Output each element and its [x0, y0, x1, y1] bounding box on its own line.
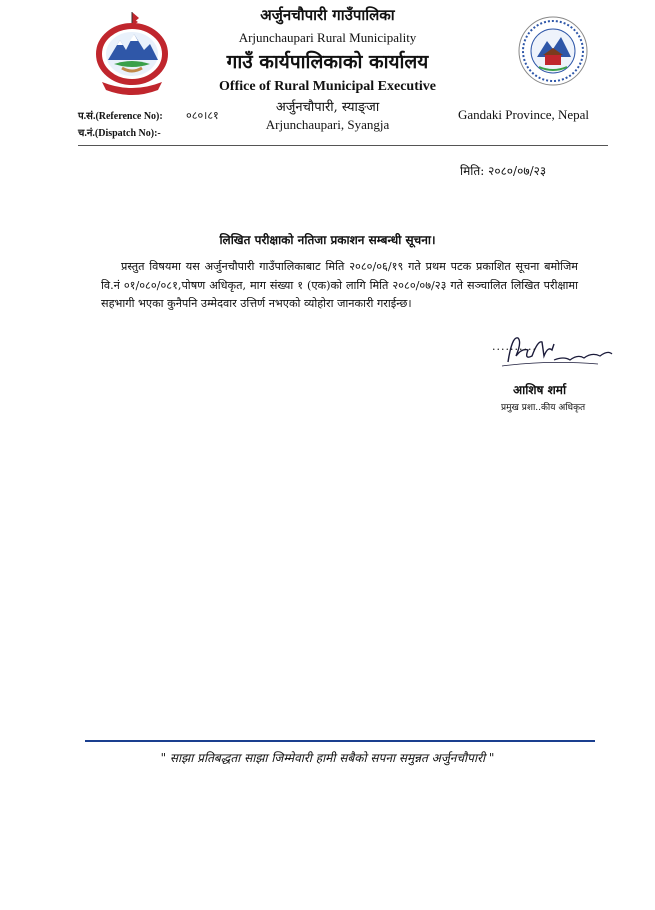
office-name-nepali: गाउँ कार्यपालिकाको कार्यालय [226, 51, 429, 73]
municipality-name-nepali: अर्जुनचौपारी गाउँपालिका [260, 6, 395, 24]
office-name-english: Office of Rural Municipal Executive [219, 79, 436, 94]
footer-motto: " साझा प्रतिबद्धता साझा जिम्मेवारी हामी सबैको सपना समुन्नत अर्जुनचौपारी " [160, 751, 495, 765]
document-date: मिति: २०८०/०७/२३ [460, 164, 547, 178]
location-nepali: अर्जुनचौपारी, स्याङ्जा [275, 100, 380, 115]
province-label: Gandaki Province, Nepal [458, 107, 590, 122]
header-divider [78, 145, 608, 146]
dispatch-number-label: च.नं.(Dispatch No):- [78, 128, 161, 139]
location-english: Arjunchaupari, Syangja [265, 117, 390, 132]
signature-line: .......... [492, 340, 537, 353]
reference-number-value: ०८०।८१ [186, 109, 219, 122]
signer-name: आशिष शर्मा [513, 383, 567, 397]
signer-title: प्रमुख प्रशा..कीय अधिकृत [501, 403, 586, 413]
notice-body: प्रस्तुत विषयमा यस अर्जुनचौपारी गाउँपालिकाबाट मिति २०८०/०६/१९ गते प्रथम पटक प्रकाशित सूचना बमोजिम वि.नं ०१/०८०/०८१,पोषण अधिकृत, माग संख्या १ (एक)को लागि मिति २०८०/०७/२३ गते सञ्चालित लिखित परीक्षामा सहभागी भएका कुनैपनि उम्मेदवार उत्तिर्ण नभएको व्योहोरा जानकारी गराईन्छ। [101, 260, 578, 310]
municipality-name-english: Arjunchaupari Rural Municipality [238, 30, 417, 45]
footer-divider [85, 740, 595, 742]
notice-subject: लिखित परीक्षाको नतिजा प्रकाशन सम्बन्धी सूचना। [219, 233, 436, 247]
reference-number-label: प.सं.(Reference No): [78, 111, 163, 122]
